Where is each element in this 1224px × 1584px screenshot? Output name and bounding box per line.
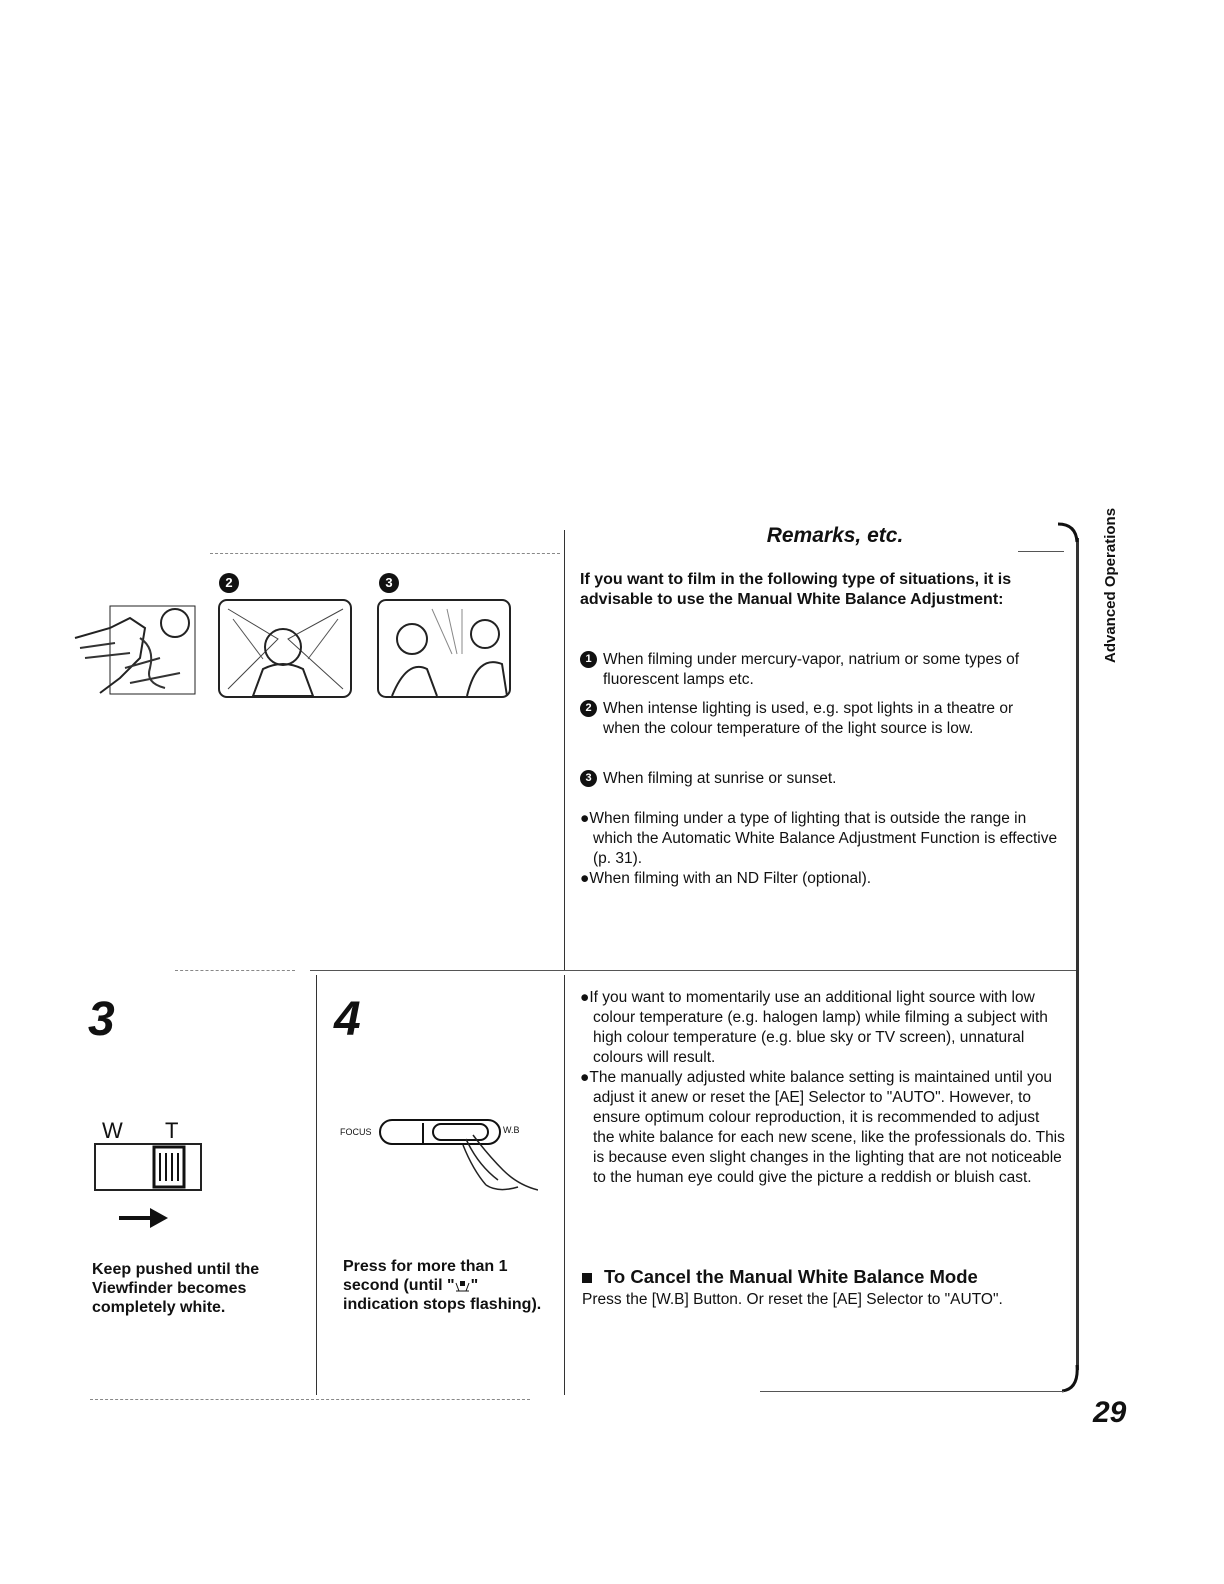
square-bullet-icon: [582, 1273, 592, 1283]
remarks-lower-bullet-2: ●The manually adjusted white balance setting is maintained until you adjust it anew or reset the [AE] Selector to "AUTO". However, to ensure optimum colour reproduction, it is recommended to adjust the white balance for each new scene, like the professionals do. This is because even slight changes in the lighting that are not noticeable to the human eye could give the picture a reddish or bluish cast.: [580, 1069, 1065, 1186]
item-number-2: 2: [580, 700, 597, 717]
illustration-camera-operator: [70, 598, 200, 698]
wb-label: W.B: [503, 1125, 520, 1135]
remarks-bullet-2: ●When filming with an ND Filter (optional).: [580, 870, 872, 887]
remarks-lower-left-border: [564, 975, 565, 1395]
zoom-t-label: T: [165, 1118, 179, 1143]
item-text-1: When filming under mercury-vapor, natrium or some types of fluorescent lamps etc.: [603, 651, 1020, 688]
focus-label: FOCUS: [340, 1127, 372, 1137]
remarks-left-border: [564, 530, 565, 970]
zoom-w-label: W: [102, 1118, 123, 1143]
illustration-label-3: 3: [379, 573, 399, 593]
remarks-item-1: [580, 650, 1060, 690]
remarks-intro: If you want to film in the following type of situations, it is advisable to use the Manual White Balance Adjustment:: [580, 571, 1012, 608]
step-3-caption: Keep pushed until the Viewfinder becomes completely white.: [92, 1261, 260, 1316]
illustration-sunset-couple: [377, 599, 512, 699]
remarks-bottom-rule: [760, 1391, 1064, 1392]
cancel-section-title: [582, 1266, 978, 1288]
item-number-1: 1: [580, 651, 597, 668]
remarks-bullets: [580, 809, 1070, 889]
cancel-instructions: Press the [W.B] Button. Or reset the [AE] Selector to "AUTO".: [582, 1291, 1003, 1308]
top-divider: [210, 553, 560, 554]
remarks-right-border: [1076, 538, 1079, 974]
item-text-3: When filming at sunrise or sunset.: [603, 770, 837, 787]
step-column-divider: [316, 975, 317, 1395]
wb-button-press-illustration[interactable]: [378, 1115, 538, 1195]
illustration-label-2: 2: [219, 573, 239, 593]
remarks-item-3: [580, 769, 1060, 789]
illustration-theatre-spotlight: [218, 599, 353, 699]
item-text-2: When intense lighting is used, e.g. spot lights in a theatre or when the colour temperature of the light source is low.: [603, 700, 1014, 737]
remarks-title: Remarks, etc.: [766, 524, 904, 547]
step-4-caption-start: Press for more than 1 second (until ": [343, 1258, 508, 1294]
zoom-lever-illustration: [94, 1143, 204, 1233]
bottom-divider: [90, 1399, 530, 1400]
remarks-corner-curve: [1058, 522, 1080, 544]
middle-divider-left: [175, 970, 295, 971]
remarks-lower-bullet-1: ●If you want to momentarily use an additional light source with low colour temperature (e.g. halogen lamp) while filming a subject with high colour temperature (e.g. blue sky or TV screen), unnatural colours will result.: [580, 989, 1048, 1066]
remarks-bottom-curve: [1062, 1365, 1084, 1393]
remarks-bullet-1: ●When filming under a type of lighting that is outside the range in which the Automatic White Balance Adjustment Function is effective (p. 31).: [580, 810, 1058, 867]
step-4-number: 4: [334, 993, 361, 1046]
item-number-3: 3: [580, 770, 597, 787]
middle-divider: [310, 970, 1078, 971]
page-number: 29: [1093, 1396, 1127, 1429]
remarks-item-2: [580, 699, 1060, 739]
cancel-title-text: To Cancel the Manual White Balance Mode: [604, 1266, 978, 1287]
step-3-number: 3: [88, 993, 115, 1046]
remarks-lower-right-border: [1076, 970, 1079, 1370]
step-4-caption-end: " indication stops flashing).: [343, 1277, 542, 1313]
step-4-caption: [343, 1257, 548, 1314]
section-side-label: Advanced Operations: [1102, 507, 1119, 663]
white-balance-icon: [455, 1280, 471, 1292]
remarks-lower-bullets: [580, 988, 1065, 1188]
remarks-title-rule: [1018, 551, 1064, 552]
